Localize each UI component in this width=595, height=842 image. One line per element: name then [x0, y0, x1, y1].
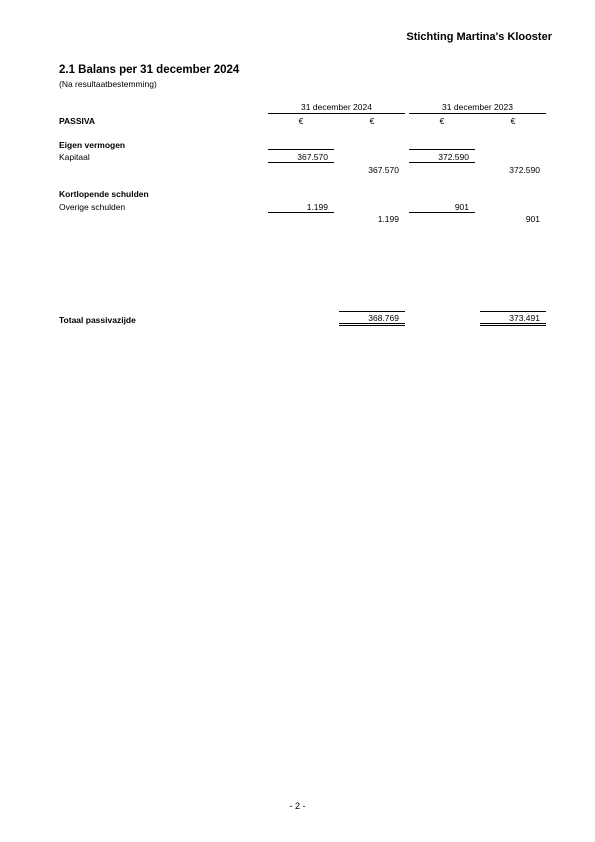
currency-symbol: €: [510, 116, 516, 126]
total-double-underline-2023: [480, 323, 546, 326]
total-value-2024: 368.769: [368, 313, 399, 323]
detail-value-2023: 901: [454, 202, 469, 212]
currency-symbol: €: [369, 116, 375, 126]
section-subtitle: (Na resultaatbestemming): [59, 79, 157, 89]
subtotal-value-2024: 367.570: [368, 165, 399, 175]
detail-topline-2023: [409, 149, 475, 150]
section-title: 2.1 Balans per 31 december 2024: [59, 64, 240, 76]
total-label: Totaal passivazijde: [59, 315, 136, 325]
detail-value-2024: 367.570: [297, 152, 328, 162]
total-topline-2024: [339, 311, 405, 312]
organization-name: Stichting Martina's Klooster: [406, 31, 552, 43]
currency-symbol: €: [298, 116, 304, 126]
total-value-2023: 373.491: [509, 313, 540, 323]
period-header-2024: 31 december 2024: [301, 102, 372, 112]
period-header-2023: 31 december 2023: [442, 102, 513, 112]
group-heading: Kortlopende schulden: [59, 189, 149, 199]
line-item-label: Overige schulden: [59, 202, 126, 212]
detail-value-2024: 1.199: [306, 202, 328, 212]
subtotal-value-2024: 1.199: [377, 214, 399, 224]
detail-underline-2023: [409, 162, 475, 163]
detail-underline-2023: [409, 212, 475, 213]
total-topline-2023: [480, 311, 546, 312]
currency-symbol: €: [439, 116, 445, 126]
page-number: - 2 -: [289, 801, 306, 811]
detail-underline-2024: [268, 212, 334, 213]
subtotal-value-2023: 901: [525, 214, 540, 224]
subtotal-value-2023: 372.590: [509, 165, 540, 175]
period-underline-2024: [268, 113, 405, 114]
total-double-underline-2024: [339, 323, 405, 326]
detail-topline-2024: [268, 149, 334, 150]
passiva-label: PASSIVA: [59, 116, 96, 126]
detail-value-2023: 372.590: [438, 152, 469, 162]
group-heading: Eigen vermogen: [59, 140, 126, 150]
detail-underline-2024: [268, 162, 334, 163]
line-item-label: Kapitaal: [59, 152, 90, 162]
period-underline-2023: [409, 113, 546, 114]
